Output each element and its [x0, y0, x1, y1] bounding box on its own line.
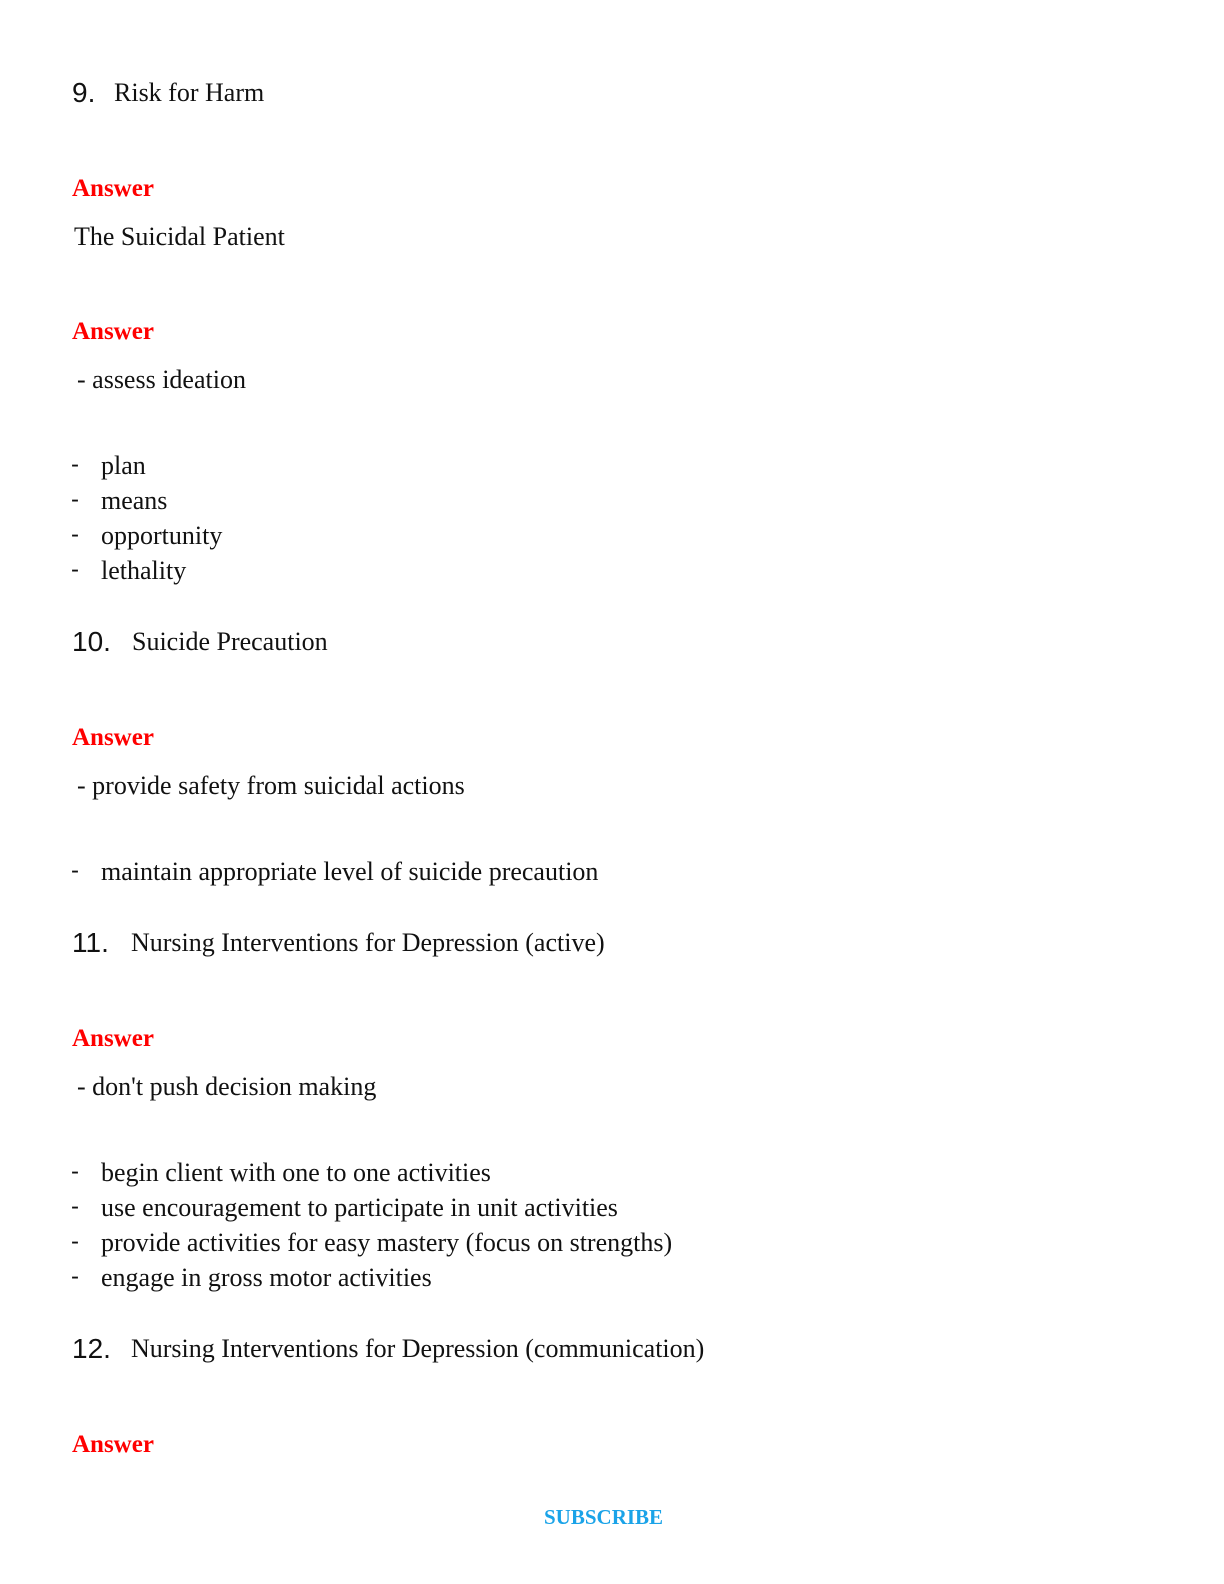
- list-item: means: [101, 486, 168, 515]
- answer-intro: - assess ideation: [77, 365, 246, 394]
- question-number-11: 11.: [72, 927, 109, 958]
- list-item: provide activities for easy mastery (focus on strengths): [101, 1228, 673, 1257]
- list-item: use encouragement to participate in unit activities: [101, 1193, 618, 1222]
- answer-label: Answer: [72, 1025, 154, 1052]
- bullet-dash: -: [71, 521, 79, 548]
- list-item: begin client with one to one activities: [101, 1158, 491, 1187]
- answer-text: The Suicidal Patient: [74, 222, 285, 251]
- bullet-dash: -: [71, 857, 79, 884]
- question-number-10: 10.: [72, 626, 111, 657]
- answer-label: Answer: [72, 724, 154, 751]
- bullet-dash: -: [71, 556, 79, 583]
- bullet-dash: -: [71, 1228, 79, 1255]
- question-title-12: Nursing Interventions for Depression (communication): [131, 1334, 705, 1363]
- question-title-10: Suicide Precaution: [132, 627, 328, 656]
- subscribe-link[interactable]: SUBSCRIBE: [544, 1505, 664, 1529]
- answer-label: Answer: [72, 318, 154, 345]
- answer-label: Answer: [72, 1431, 154, 1458]
- list-item: plan: [101, 451, 146, 480]
- list-item: lethality: [101, 556, 187, 585]
- bullet-dash: -: [71, 1193, 79, 1220]
- list-item: maintain appropriate level of suicide precaution: [101, 857, 599, 886]
- bullet-dash: -: [71, 451, 79, 478]
- question-number-12: 12.: [72, 1333, 111, 1364]
- bullet-dash: -: [71, 1263, 79, 1290]
- answer-intro: - provide safety from suicidal actions: [77, 771, 465, 800]
- question-title-9: Risk for Harm: [114, 78, 265, 107]
- answer-intro: - don't push decision making: [77, 1072, 377, 1101]
- bullet-dash: -: [71, 486, 79, 513]
- answer-label: Answer: [72, 175, 154, 202]
- bullet-dash: -: [71, 1158, 79, 1185]
- list-item: engage in gross motor activities: [101, 1263, 432, 1292]
- list-item: opportunity: [101, 521, 223, 550]
- question-title-11: Nursing Interventions for Depression (active): [131, 928, 605, 957]
- question-number-9: 9.: [72, 77, 96, 108]
